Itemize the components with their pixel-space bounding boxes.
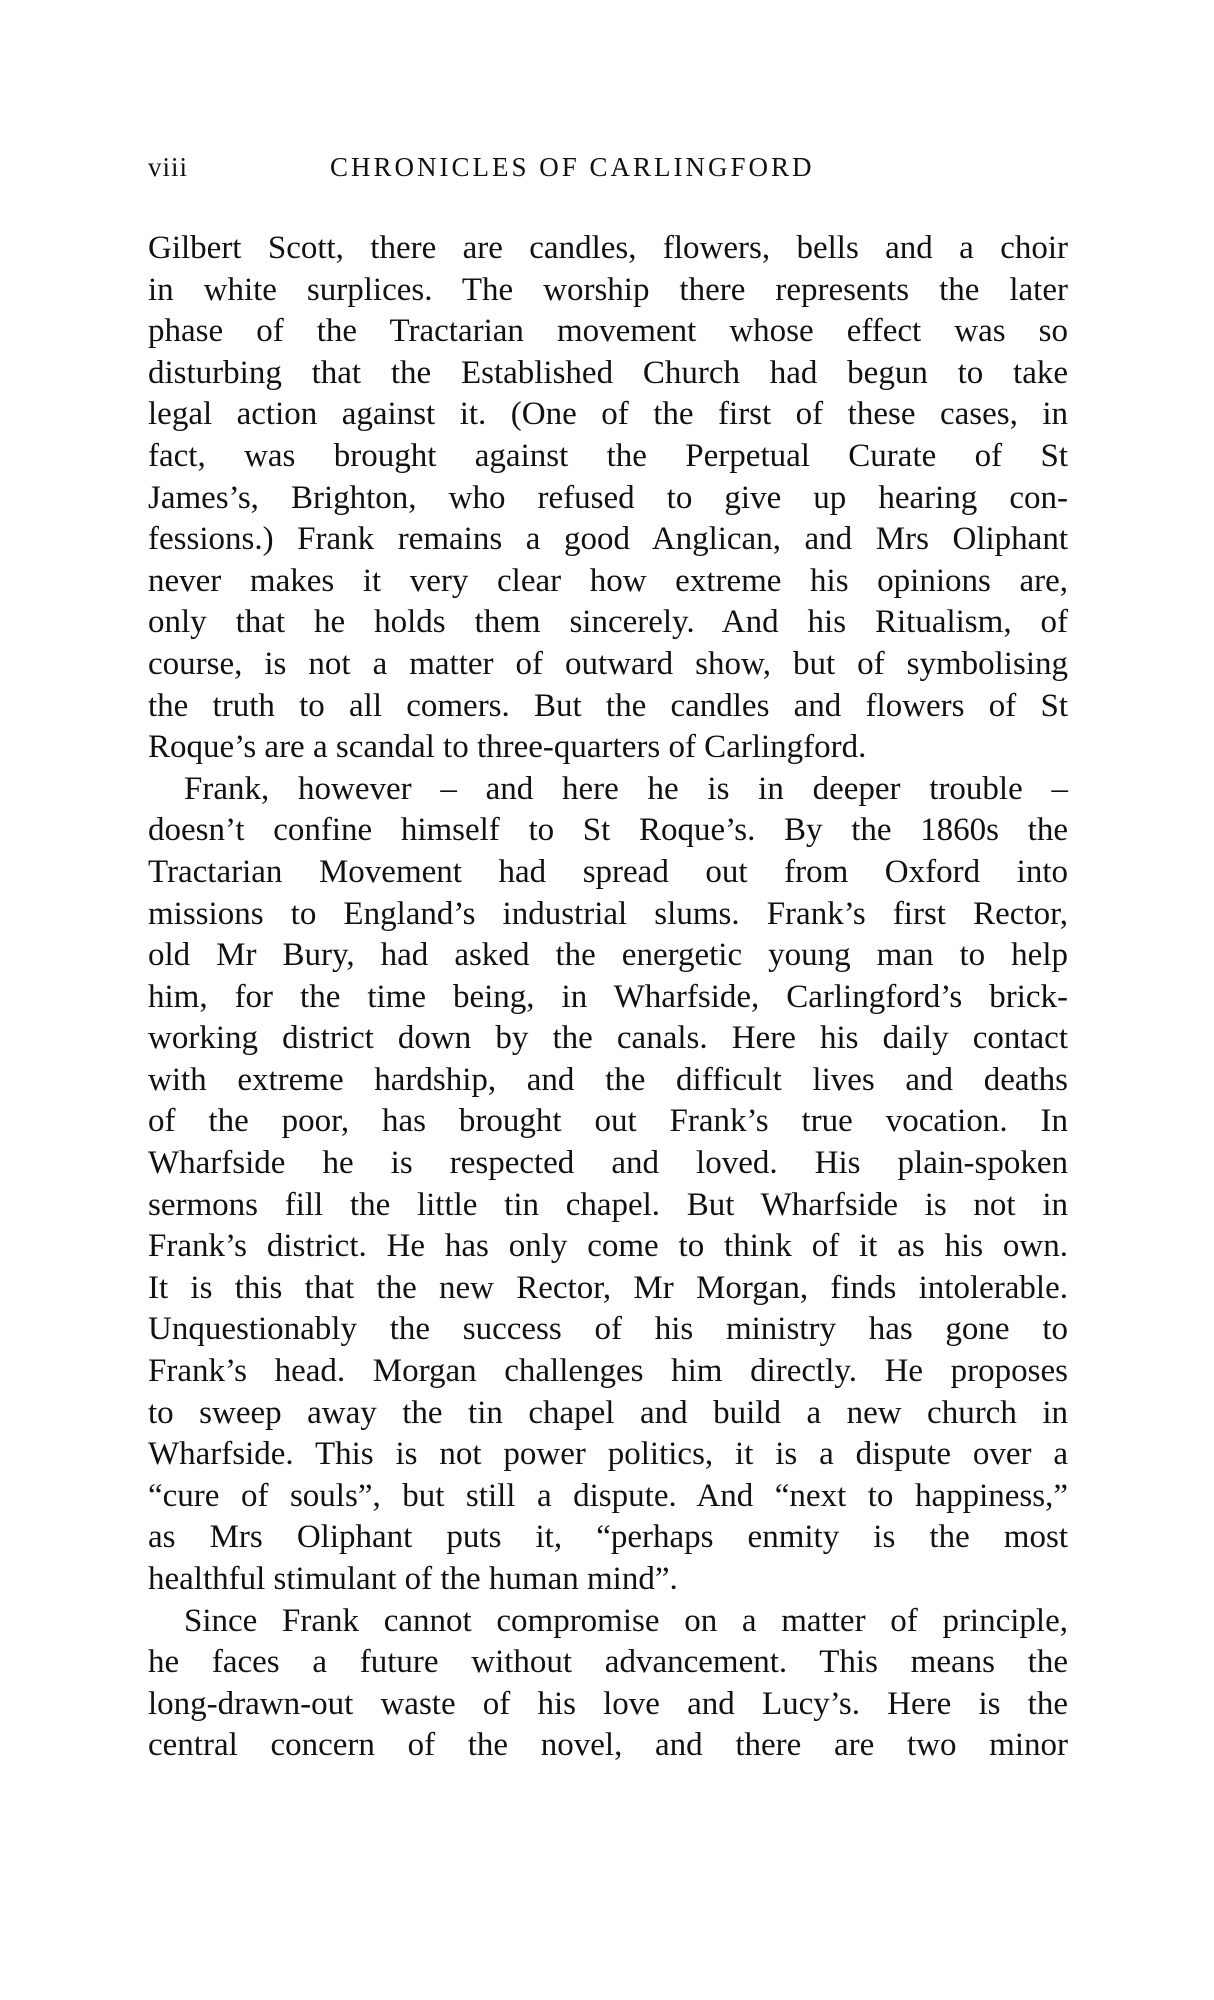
text-line: in white surplices. The worship there represents the later — [148, 271, 1068, 308]
text-line: never makes it very clear how extreme his opinions are, — [148, 562, 1068, 599]
text-line: Unquestionably the success of his ministry has gone to — [148, 1311, 1068, 1348]
text-line: phase of the Tractarian movement whose effect was so — [148, 313, 1068, 350]
page-number: viii — [148, 152, 189, 182]
text-line: “cure of souls”, but still a dispute. And “next to happiness,” — [148, 1477, 1068, 1514]
text-line: long-drawn-out waste of his love and Lucy’s. Here is the — [148, 1685, 1068, 1722]
body-text — [148, 228, 1068, 1767]
text-line: him, for the time being, in Wharfside, Carlingford’s brick- — [148, 978, 1068, 1015]
text-line: of the poor, has brought out Frank’s true vocation. In — [148, 1103, 1068, 1140]
text-line: course, is not a matter of outward show, but of symbolising — [148, 645, 1068, 682]
text-line: disturbing that the Established Church had begun to take — [148, 354, 1068, 391]
text-line: It is this that the new Rector, Mr Morgan, finds intolerable. — [148, 1269, 1068, 1306]
text-line: James’s, Brighton, who refused to give up hearing con- — [148, 479, 1068, 516]
text-line: central concern of the novel, and there are two minor — [148, 1727, 1068, 1764]
text-line: Wharfside he is respected and loved. His plain-spoken — [148, 1145, 1068, 1182]
text-line: fessions.) Frank remains a good Anglican, and Mrs Oliphant — [148, 521, 1068, 558]
text-line: fact, was brought against the Perpetual Curate of St — [148, 437, 1068, 474]
text-line: working district down by the canals. Here his daily contact — [148, 1020, 1068, 1057]
text-line: Frank’s district. He has only come to think of it as his own. — [148, 1228, 1068, 1265]
text-line: as Mrs Oliphant puts it, “perhaps enmity is the most — [148, 1519, 1068, 1556]
text-line: the truth to all comers. But the candles and flowers of St — [148, 687, 1068, 724]
text-line: Gilbert Scott, there are candles, flowers, bells and a choir — [148, 230, 1068, 266]
text-line: with extreme hardship, and the difficult lives and deaths — [148, 1061, 1068, 1098]
text-line: Wharfside. This is not power politics, it is a dispute over a — [148, 1436, 1068, 1473]
paragraph-first-line: Frank, however – and here he is in deeper trouble – — [184, 770, 1068, 807]
text-line: he faces a future without advancement. This means the — [148, 1644, 1068, 1681]
text-line: missions to England’s industrial slums. Frank’s first Rector, — [148, 895, 1068, 932]
text-line: Tractarian Movement had spread out from Oxford into — [148, 853, 1068, 890]
text-line: doesn’t confine himself to St Roque’s. By the 1860s the — [148, 812, 1068, 849]
text-line: legal action against it. (One of the first of these cases, in — [148, 396, 1068, 433]
paragraph-first-line: Since Frank cannot compromise on a matter of principle, — [184, 1602, 1068, 1639]
text-line: Frank’s head. Morgan challenges him directly. He proposes — [148, 1353, 1068, 1390]
text-line: sermons fill the little tin chapel. But Wharfside is not in — [148, 1186, 1068, 1223]
running-head — [148, 152, 1068, 192]
text-line: only that he holds them sincerely. And his Ritualism, of — [148, 604, 1068, 641]
text-line: healthful stimulant of the human mind”. — [148, 1561, 678, 1597]
running-title: CHRONICLES OF CARLINGFORD — [330, 152, 815, 182]
text-line: Roque’s are a scandal to three-quarters of Carlingford. — [148, 729, 867, 766]
text-line: old Mr Bury, had asked the energetic young man to help — [148, 937, 1068, 974]
text-line: to sweep away the tin chapel and build a new church in — [148, 1394, 1068, 1431]
